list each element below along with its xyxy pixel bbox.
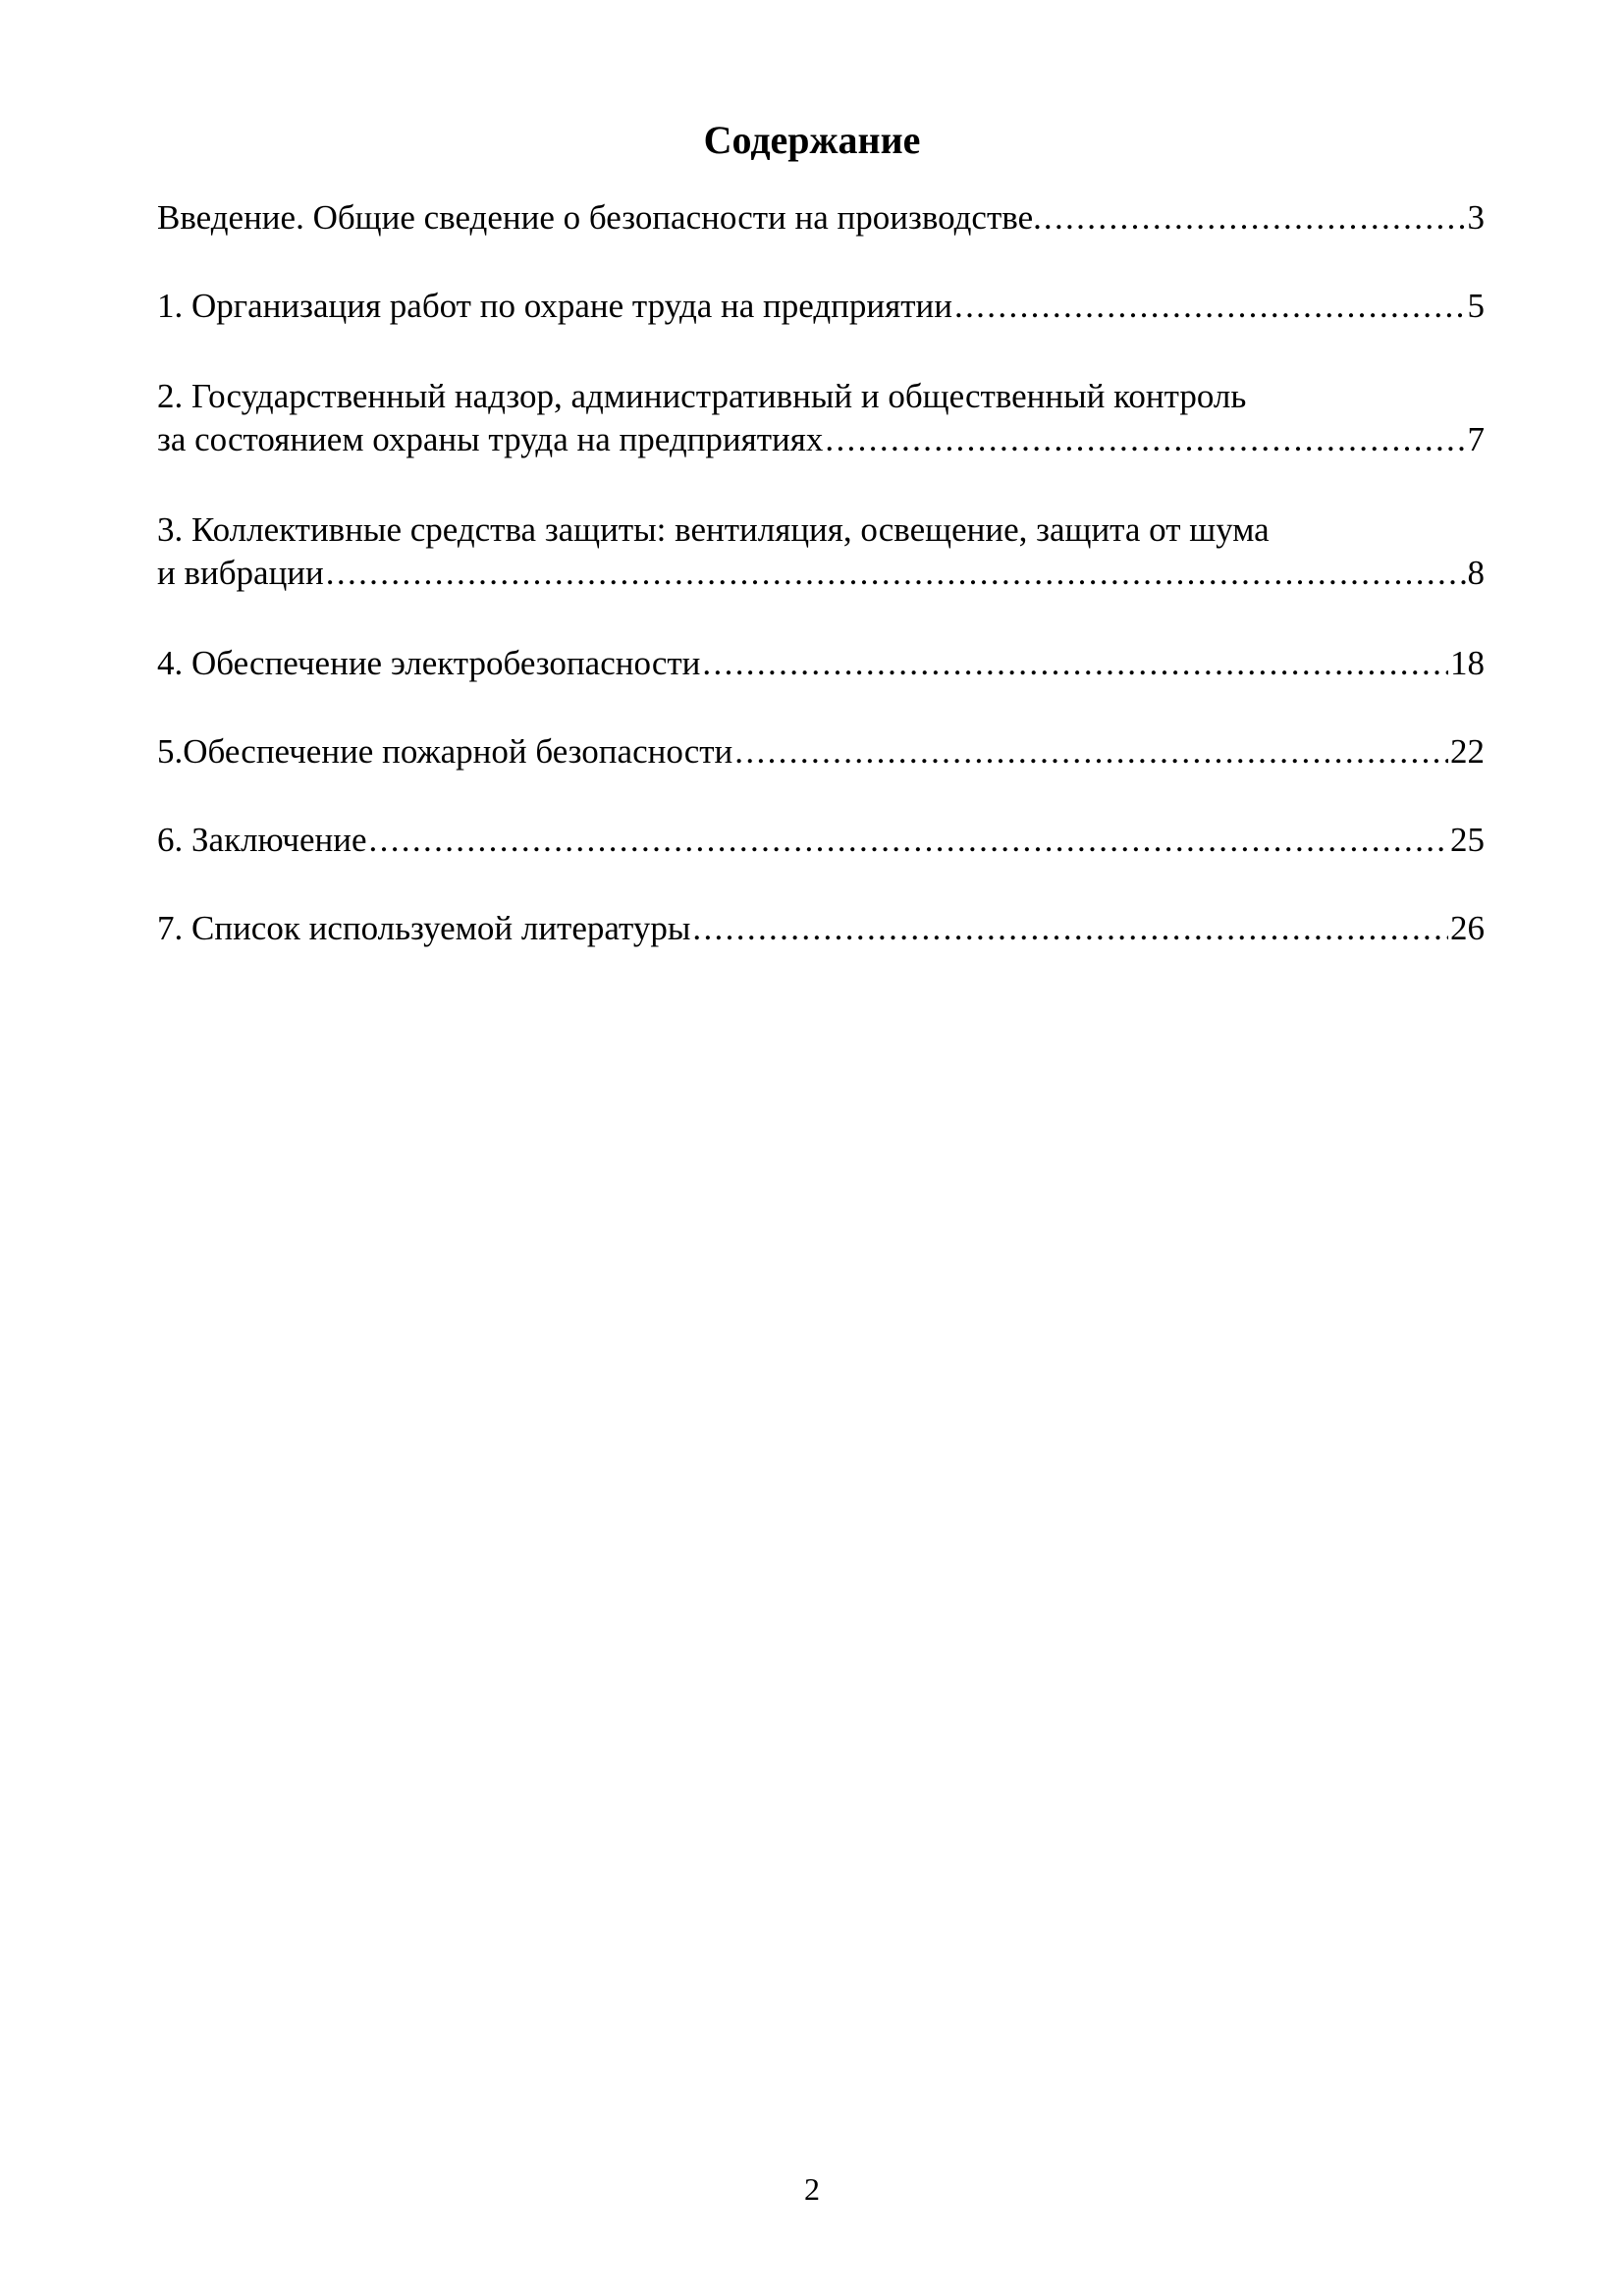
toc-leader-dots bbox=[1044, 196, 1466, 240]
toc-entry-section-2[interactable] bbox=[157, 375, 1485, 461]
toc-entry-text: 6. Заключение bbox=[157, 821, 367, 859]
toc-leader-dots bbox=[734, 730, 1448, 774]
toc-entry-section-3[interactable] bbox=[157, 508, 1485, 595]
toc-entry-section-1[interactable] bbox=[157, 285, 1485, 328]
toc-line bbox=[157, 418, 1485, 461]
toc-line bbox=[157, 730, 1485, 774]
toc-entry-text: 4. Обеспечение электробезопасности bbox=[157, 644, 701, 682]
toc-line bbox=[157, 285, 1485, 328]
toc-entry-text: 7. Список используемой литературы bbox=[157, 909, 691, 947]
toc-line bbox=[157, 642, 1485, 685]
toc-leader-dots bbox=[702, 642, 1448, 685]
toc-entry-page: 25 bbox=[1450, 821, 1485, 859]
toc-entry-section-4[interactable] bbox=[157, 642, 1485, 685]
toc-entry-page: 8 bbox=[1467, 554, 1485, 592]
toc-line bbox=[157, 819, 1485, 862]
toc-title: Содержание bbox=[703, 118, 921, 162]
toc-entry-page: 26 bbox=[1450, 909, 1485, 947]
toc-entry-page: 18 bbox=[1450, 644, 1485, 682]
toc-leader-dots bbox=[369, 819, 1449, 862]
toc-entry-text: 5.Обеспечение пожарной безопасности bbox=[157, 732, 733, 771]
toc-leader-dots bbox=[954, 285, 1466, 328]
toc-entry-text: 1. Организация работ по охране труда на предприятии bbox=[157, 287, 952, 325]
toc-line bbox=[157, 907, 1485, 950]
toc-entry-text: и вибрации bbox=[157, 554, 324, 592]
toc-entry-section-6[interactable] bbox=[157, 819, 1485, 862]
toc-line bbox=[157, 196, 1485, 240]
toc-line bbox=[157, 552, 1485, 595]
toc-entry-section-5[interactable] bbox=[157, 730, 1485, 774]
toc-entry-introduction[interactable] bbox=[157, 196, 1485, 240]
toc-entry-section-7[interactable] bbox=[157, 907, 1485, 950]
toc-entry-text-first-line: 2. Государственный надзор, административный и общественный контроль bbox=[157, 377, 1247, 415]
page-number: 2 bbox=[804, 2171, 820, 2207]
toc-entry-page: 5 bbox=[1467, 287, 1485, 325]
toc-entry-text: Введение. Общие сведение о безопасности на производстве. bbox=[157, 198, 1042, 237]
toc-leader-dots bbox=[692, 907, 1448, 950]
toc-leader-dots bbox=[825, 418, 1465, 461]
toc-entry-page: 3 bbox=[1467, 198, 1485, 237]
toc-entry-text: за состоянием охраны труда на предприятиях bbox=[157, 420, 824, 458]
toc-entry-page: 22 bbox=[1450, 732, 1485, 771]
toc-entry-page: 7 bbox=[1467, 420, 1485, 458]
toc-leader-dots bbox=[326, 552, 1466, 595]
toc-entry-text-first-line: 3. Коллективные средства защиты: вентиляция, освещение, защита от шума bbox=[157, 510, 1270, 549]
